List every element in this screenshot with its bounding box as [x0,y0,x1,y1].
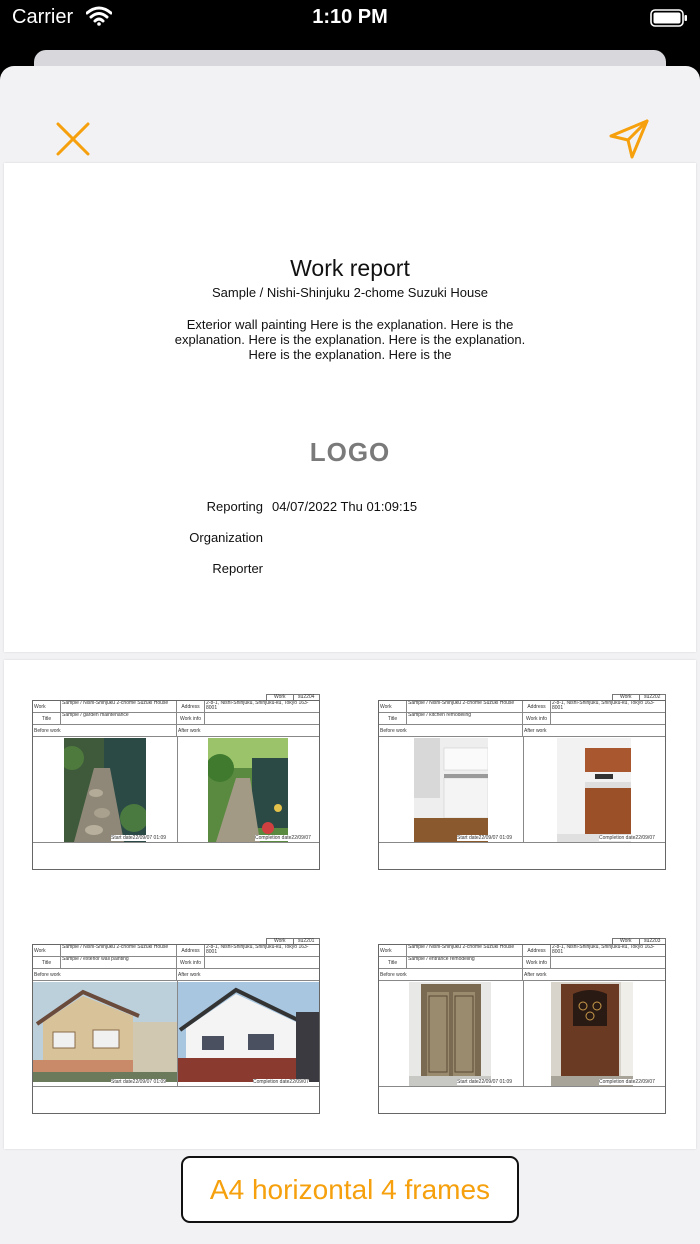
close-icon[interactable] [52,118,94,160]
layout-select-button[interactable]: A4 horizontal 4 frames [181,1156,519,1223]
after-photo[interactable] [551,982,633,1086]
frame-tag-code: su2204 [293,695,320,700]
work-group-value: Sample / Nishi-Shinjuku 2-chome Suzuki House [61,701,177,712]
before-work-label: Before work [33,969,177,980]
title-value: Sample / exterior wall painting [61,957,177,968]
frame-row-group [379,701,665,713]
title-label: Title [33,713,61,724]
after-photo[interactable] [178,982,319,1082]
report-subtitle: Sample / Nishi-Shinjuku 2-chome Suzuki House [211,285,488,300]
work-info-label: Work info [523,713,551,724]
frame-row-group [33,701,319,713]
start-date: Start date22/09/07 01:09 [111,835,167,841]
work-info-label: Work info [523,957,551,968]
report-title: Work report [290,255,410,281]
work-group-value: Sample / Nishi-Shinjuku 2-chome Suzuki House [407,945,523,956]
frame-tag-code: su2202 [639,695,666,700]
address-label: Address [177,701,205,712]
completion-date: Completion date22/09/07 [599,1079,655,1085]
before-photo[interactable] [414,738,488,842]
frame-row-title [33,713,319,725]
send-icon[interactable] [606,116,652,162]
after-work-label: After work [524,972,547,978]
frame-tag-code: su2203 [639,939,666,944]
work-group-label: Work [379,701,407,712]
frame-tag-label: Work [273,938,286,944]
completion-date: Completion date22/09/07 [255,835,311,841]
frame-row-before-after [379,725,665,737]
photo-area [33,981,319,1087]
work-info-label: Work info [177,713,205,724]
work-group-label: Work [33,701,61,712]
cover-page [4,163,696,652]
photo-area [33,737,319,843]
report-frame[interactable] [32,694,320,875]
after-work-label: After work [178,728,201,734]
report-frame[interactable] [378,938,666,1119]
clock: 1:10 PM [312,6,388,28]
report-frame[interactable] [32,938,320,1119]
frame-row-before-after [33,969,319,981]
photo-area [379,981,665,1087]
title-value: Sample / entrance remodeling [407,957,523,968]
frame-table [32,944,320,1114]
start-date: Start date22/09/07 01:09 [111,1079,167,1085]
after-work-label: After work [178,972,201,978]
work-info-label: Work info [177,957,205,968]
carrier-label: Carrier [12,6,74,28]
after-work-label: After work [524,728,547,734]
after-photo[interactable] [557,738,631,842]
frame-row-title [379,713,665,725]
address-value: 2-8-1, Nishi-Shinjuku, Shinjuku-ku, Tokyo 163-8001 [552,701,655,711]
address-label: Address [523,945,551,956]
before-work-label: Before work [33,725,177,736]
frame-table [378,700,666,870]
completion-date: Completion date22/09/07 [599,835,655,841]
frame-tag-label: Work [273,694,286,700]
reporting-label: Reporting [206,499,263,514]
address-value: 2-8-1, Nishi-Shinjuku, Shinjuku-ku, Tokyo 163-8001 [206,701,309,711]
frame-row-before-after [33,725,319,737]
start-date: Start date22/09/07 01:09 [457,1079,513,1085]
address-label: Address [523,701,551,712]
photo-area [379,737,665,843]
title-value: Sample / garden maintenance [61,713,177,724]
battery-icon [650,9,688,27]
after-photo[interactable] [208,738,288,842]
report-frame[interactable] [378,694,666,875]
status-bar [0,0,700,40]
reporter-label: Reporter [212,561,263,576]
work-group-label: Work [33,945,61,956]
frame-tag-label: Work [619,938,632,944]
work-group-value: Sample / Nishi-Shinjuku 2-chome Suzuki House [61,945,177,956]
start-date: Start date22/09/07 01:09 [457,835,513,841]
title-label: Title [379,957,407,968]
logo: LOGO [309,437,391,467]
frames-page [4,660,696,1149]
report-description: Exterior wall painting Here is the explanation. Here is the explanation. Here is the explanation. Here is the explanation. Here is the explanation. Here is the [174,317,526,362]
frame-row-title [33,957,319,969]
before-work-label: Before work [379,969,523,980]
title-label: Title [33,957,61,968]
frame-row-group [379,945,665,957]
before-photo[interactable] [33,982,177,1082]
before-work-label: Before work [379,725,523,736]
completion-date: Completion date22/09/07 [253,1079,309,1085]
frame-table [378,944,666,1114]
address-value: 2-8-1, Nishi-Shinjuku, Shinjuku-ku, Tokyo 163-8001 [206,945,309,955]
address-value: 2-8-1, Nishi-Shinjuku, Shinjuku-ku, Tokyo 163-8001 [552,945,655,955]
frame-row-group [33,945,319,957]
frame-row-before-after [379,969,665,981]
frame-table [32,700,320,870]
address-label: Address [177,945,205,956]
work-group-label: Work [379,945,407,956]
before-photo[interactable] [409,982,491,1086]
title-value: Sample / kitchen remodeling [407,713,523,724]
organization-label: Organization [189,530,263,545]
work-group-value: Sample / Nishi-Shinjuku 2-chome Suzuki House [407,701,523,712]
frame-tag-code: su2201 [293,939,320,944]
title-label: Title [379,713,407,724]
frame-tag-label: Work [619,694,632,700]
before-photo[interactable] [64,738,146,842]
reporting-value: 04/07/2022 Thu 01:09:15 [272,499,418,514]
frame-row-title [379,957,665,969]
